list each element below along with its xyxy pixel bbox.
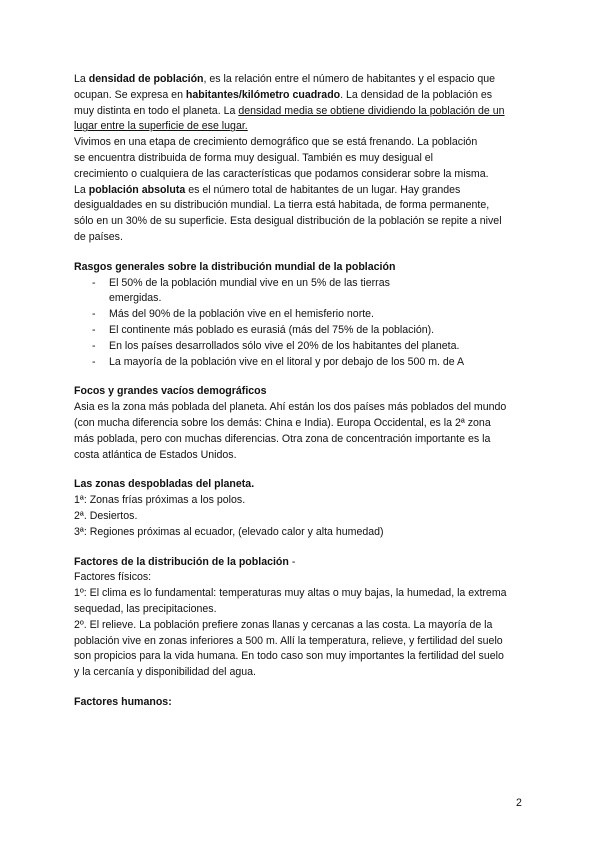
document-page xyxy=(74,72,526,711)
section-heading-focos: Focos y grandes vacíos demográficos xyxy=(74,385,267,398)
section-heading-zonas: Las zonas despobladas del planeta. xyxy=(74,478,255,491)
section-zonas: Las zonas despobladas del planeta. 1ª: Zonas frías próximas a los polos. 2ª. Desiertos. 3ª: Regiones próximas al ecuador, (elevado calor y alta humedad) xyxy=(74,477,526,540)
term-unidad: habitantes/kilómetro cuadrado xyxy=(185,88,341,101)
intro-paragraph-growth: Vivimos en una etapa de crecimiento demográfico que se está frenando. La población se encuentra distribuida de forma muy desigual. También es muy desigual el crecimiento o cualquiera de las características que podamos considerar sobre la misma. xyxy=(74,136,489,180)
list-item: - En los países desarrollados sólo vive el 20% de los habitantes del planeta. xyxy=(92,339,460,352)
underlined-definition: densidad media se obtiene dividiendo la población de un xyxy=(238,104,505,117)
section-heading-rasgos: Rasgos generales sobre la distribución mundial de la población xyxy=(74,260,396,273)
section-rasgos xyxy=(74,260,526,371)
section-humanos xyxy=(74,695,526,711)
subheading-factores-fisicos: Factores físicos: xyxy=(74,571,152,584)
section-factores: Factores de la distribución de la población - Factores físicos: 1º: El clima es lo fundamental: temperaturas muy altas o muy bajas, la humedad, la extrema sequedad, las precipitaciones. 2º. El relieve. La población prefiere zonas llanas y cercanas a las costa. La mayoría de la población vive en zonas inferiores a 500 m. Allí la temperatura, relieve, y fertilidad del suelo son propicios para la vida humana. En todo caso son muy importantes la fertilidad del suelo y la cercanía y disponibilidad del agua. xyxy=(74,555,526,681)
list-item: - El continente más poblado es eurasiá (más del 75% de la población). xyxy=(92,323,435,336)
section-heading-humanos: Factores humanos: xyxy=(74,695,172,708)
intro-paragraph-absolute: La población absoluta es el número total de habitantes de un lugar. Hay grandes desigualdades en su distribución mundial. La tierra está habitada, de forma permanente, sólo en un 30% de su superficie. Esta desigual distribución de la población se repite a nivel de países. xyxy=(74,183,502,243)
term-poblacion-absoluta: población absoluta xyxy=(88,183,186,196)
section-heading-factores: Factores de la distribución de la población xyxy=(74,555,289,568)
section-focos: Focos y grandes vacíos demográficos Asia es la zona más poblada del planeta. Ahí están los dos países más poblados del mundo (con mucha diferencia sobre los demás: China e India). Europa Occidental, es la 2ª zona más poblada, pero con muchas diferencias. Otra zona de concentración importante es la costa atlántica de Estados Unidos. xyxy=(74,384,526,463)
list-item: - Más del 90% de la población vive en el hemisferio norte. xyxy=(92,308,374,321)
rasgos-list xyxy=(74,276,526,371)
underlined-definition-cont: lugar entre la superficie de ese lugar. xyxy=(74,120,248,133)
term-densidad: densidad de población xyxy=(88,73,204,85)
page-number: 2 xyxy=(516,797,522,809)
list-item: - El 50% de la población mundial vive en un 5% de las tierras emergidas. xyxy=(92,276,390,305)
list-item: - La mayoría de la población vive en el litoral y por debajo de los 500 m. de A xyxy=(92,355,465,368)
intro-paragraph-density: La densidad de población, es la relación entre el número de habitantes y el espacio que ocupan. Se expresa en habitantes/kilómetro cuadrado. La densidad de la población es muy distinta en todo el planeta. La densidad media se obtiene dividiendo la población de un lugar entre la superficie de ese lugar. xyxy=(74,73,505,133)
